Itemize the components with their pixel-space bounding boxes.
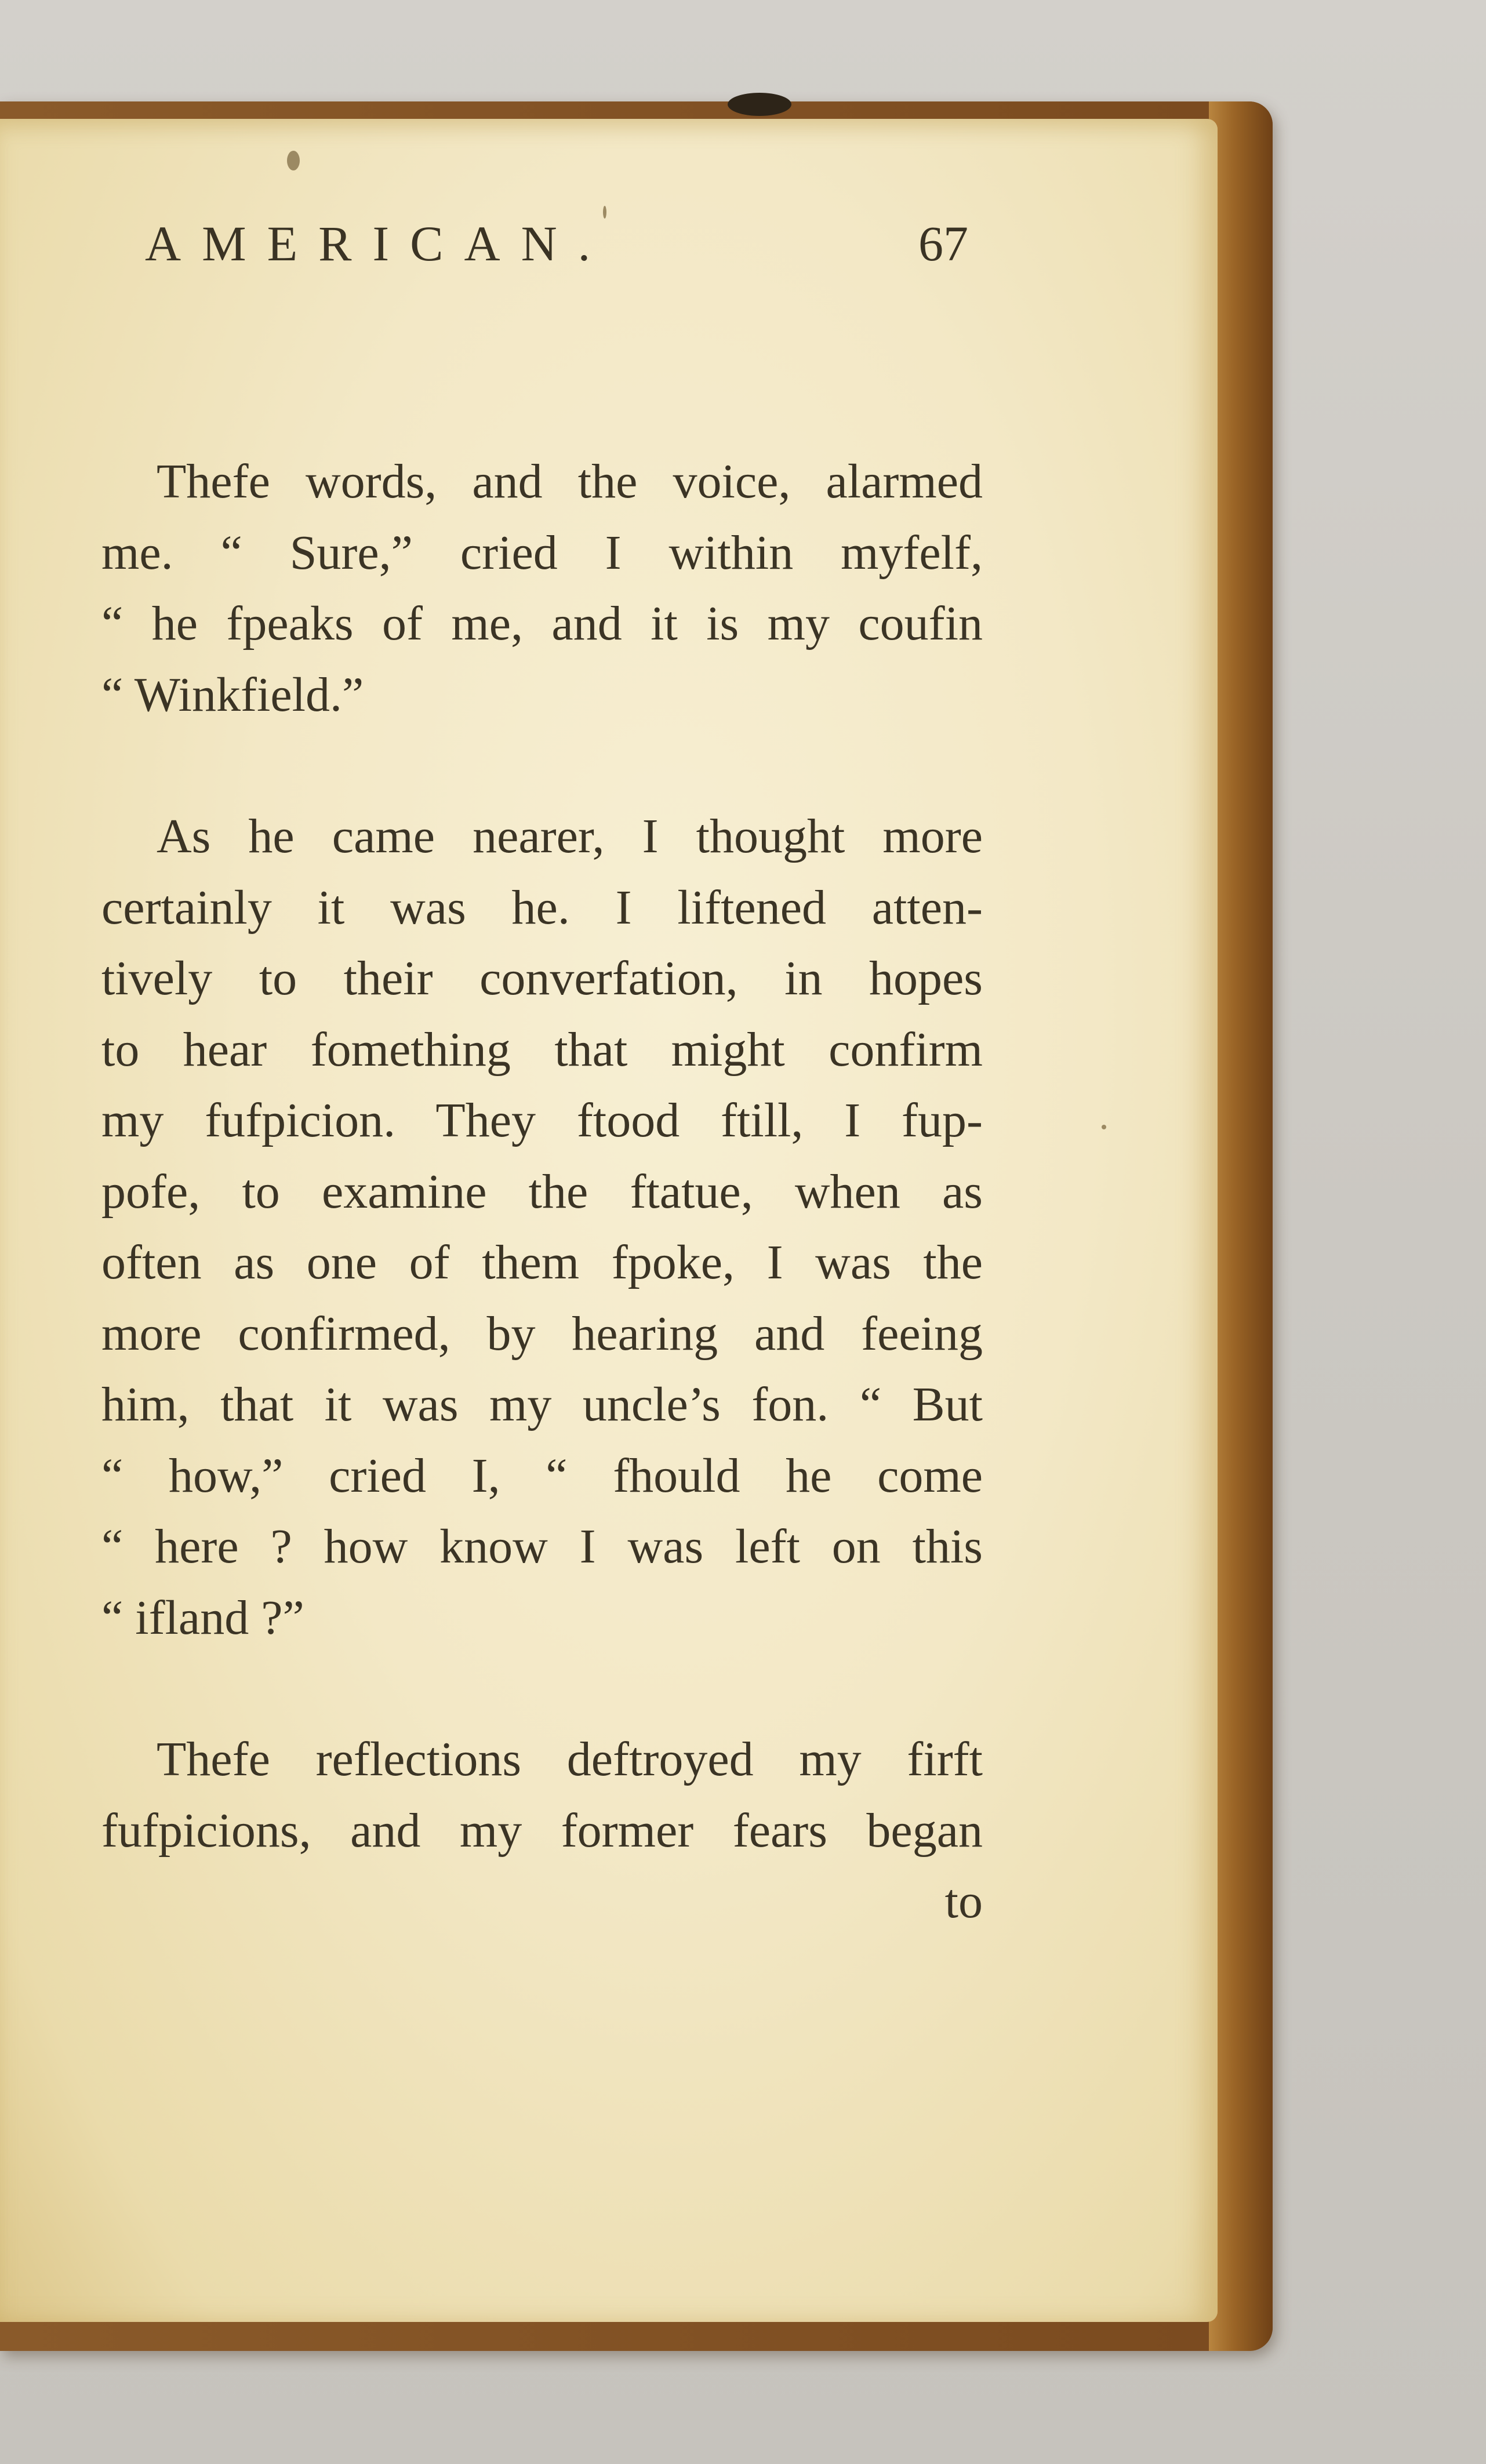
catchword: to [944,1874,983,1928]
running-title: AMERICAN. [145,216,612,271]
text-line: more confirmed, by hearing and feeing [101,1306,983,1361]
paper-speck [1102,1125,1106,1129]
text-line: to hear fomething that might confirm [101,1022,983,1077]
text-line: “ he fpeaks of me, and it is my coufin [101,597,983,650]
running-head [145,215,986,301]
text-line: pofe, to examine the ftatue, when as [101,1164,983,1219]
text-line: “ Winkfield.” [101,667,364,722]
text-line: tively to their converfation, in hopes [101,951,983,1005]
text-line: “ how,” cried I, “ fhould he come [101,1448,983,1503]
paragraph-1 [101,446,983,731]
paragraph-3 [101,1724,983,1866]
paper-speck [287,151,300,170]
catchword-row [101,1866,983,1938]
text-line: “ ifland ?” [101,1590,304,1645]
paragraph-2 [101,801,983,1653]
text-line: him, that it was my uncle’s fon. “ But [101,1378,983,1431]
body-text [101,446,983,1938]
page-number: 67 [918,216,968,271]
text-line: often as one of them fpoke, I was the [101,1235,983,1289]
text-line: Thefe reflections deftroyed my firft [157,1732,983,1786]
binding-mark [728,93,791,116]
text-line: me. “ Sure,” cried I within myfelf, [101,525,983,580]
text-line: fufpicions, and my former fears began [101,1803,983,1858]
text-line: certainly it was he. I liftened atten- [101,880,983,935]
text-line: “ here ? how know I was left on this [101,1520,983,1573]
text-line: my fufpicion. They ftood ftill, I fup- [101,1093,983,1147]
text-line: As he came nearer, I thought more [157,809,983,863]
text-line: Thefe words, and the voice, alarmed [157,455,983,508]
